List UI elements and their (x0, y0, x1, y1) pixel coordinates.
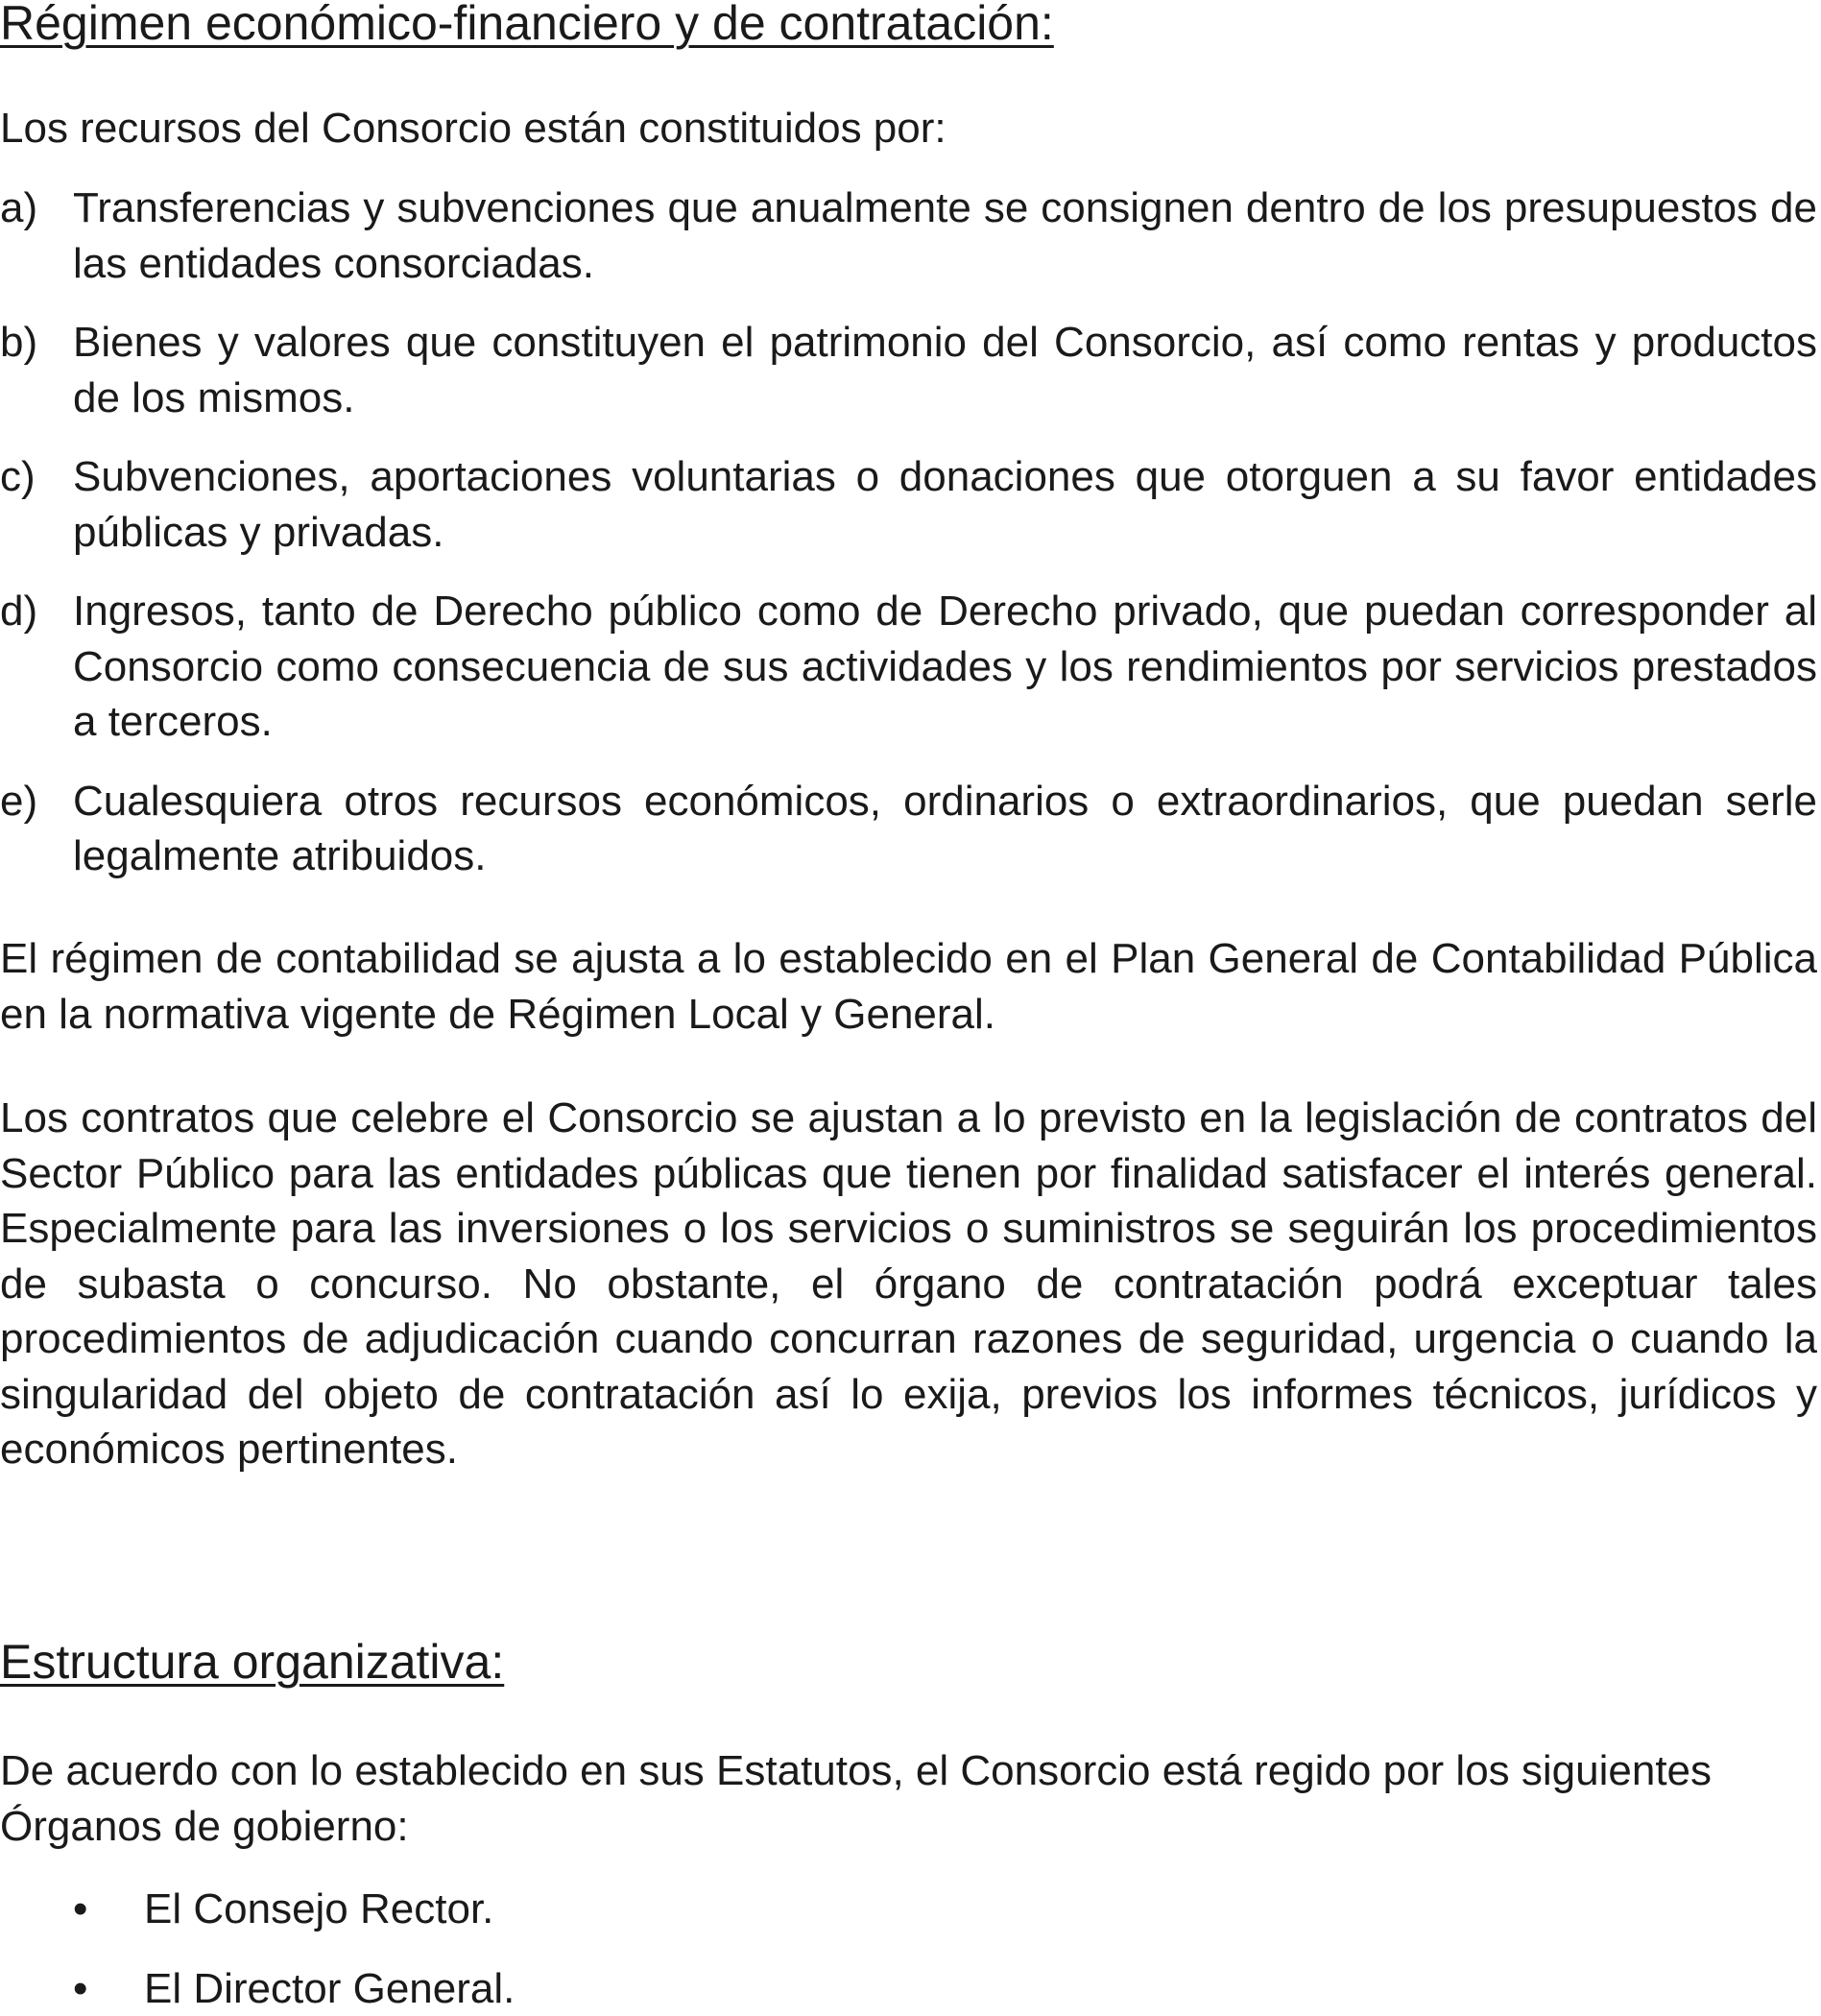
list-item (0, 315, 1817, 425)
list-item (0, 180, 1817, 291)
structure-intro: De acuerdo con lo establecido en sus Estatutos, el Consorcio está regido por los siguientes Órganos de gobierno: (0, 1743, 1728, 1854)
bullet-icon: • (0, 1961, 144, 2016)
list-item-text: Cualesquiera otros recursos económicos, ordinarios o extraordinarios, que puedan serle legalmente atribuidos. (73, 774, 1817, 884)
section-heading-financial: Régimen económico-financiero y de contratación: (0, 0, 1054, 50)
list-item-text: Ingresos, tanto de Derecho público como de Derecho privado, que puedan corresponder al Consorcio como consecuencia de sus actividades y los rendimientos por servicios prestados a terceros. (73, 584, 1817, 750)
list-marker: a) (0, 180, 73, 291)
list-item-text: El Consejo Rector. (144, 1882, 493, 1937)
resources-list (0, 180, 1817, 884)
list-item (0, 584, 1817, 750)
bullet-icon: • (0, 1882, 144, 1937)
list-item-text: El Director General. (144, 1961, 515, 2016)
resources-intro: Los recursos del Consorcio están constituidos por: (0, 101, 1817, 156)
accounting-paragraph: El régimen de contabilidad se ajusta a lo establecido en el Plan General de Contabilidad Pública en la normativa vigente de Régimen Local y General. (0, 931, 1817, 1042)
list-marker: b) (0, 315, 73, 425)
list-item-text: Transferencias y subvenciones que anualmente se consignen dentro de los presupuestos de las entidades consorciadas. (73, 180, 1817, 291)
list-item (0, 1961, 1817, 2016)
contracts-paragraph: Los contratos que celebre el Consorcio se ajustan a lo previsto en la legislación de contratos del Sector Público para las entidades públicas que tienen por finalidad satisfacer el interés general. Especialmente para las inversiones o los servicios o suministros se seguirán los procedimientos de subasta o concurso. No obstante, el órgano de contratación podrá exceptuar tales procedimientos de adjudicación cuando concurran razones de seguridad, urgencia o cuando la singularidad del objeto de contratación así lo exija, previos los informes técnicos, jurídicos y económicos pertinentes. (0, 1091, 1817, 1477)
list-marker: c) (0, 449, 73, 560)
list-item-text: Bienes y valores que constituyen el patrimonio del Consorcio, así como rentas y productos de los mismos. (73, 315, 1817, 425)
list-item (0, 774, 1817, 884)
section-heading-structure: Estructura organizativa: (0, 1635, 504, 1689)
governing-bodies-list (0, 1882, 1817, 2016)
list-item (0, 1882, 1817, 1937)
list-item-text: Subvenciones, aportaciones voluntarias o donaciones que otorguen a su favor entidades públicas y privadas. (73, 449, 1817, 560)
list-item (0, 449, 1817, 560)
list-marker: e) (0, 774, 73, 884)
list-marker: d) (0, 584, 73, 750)
